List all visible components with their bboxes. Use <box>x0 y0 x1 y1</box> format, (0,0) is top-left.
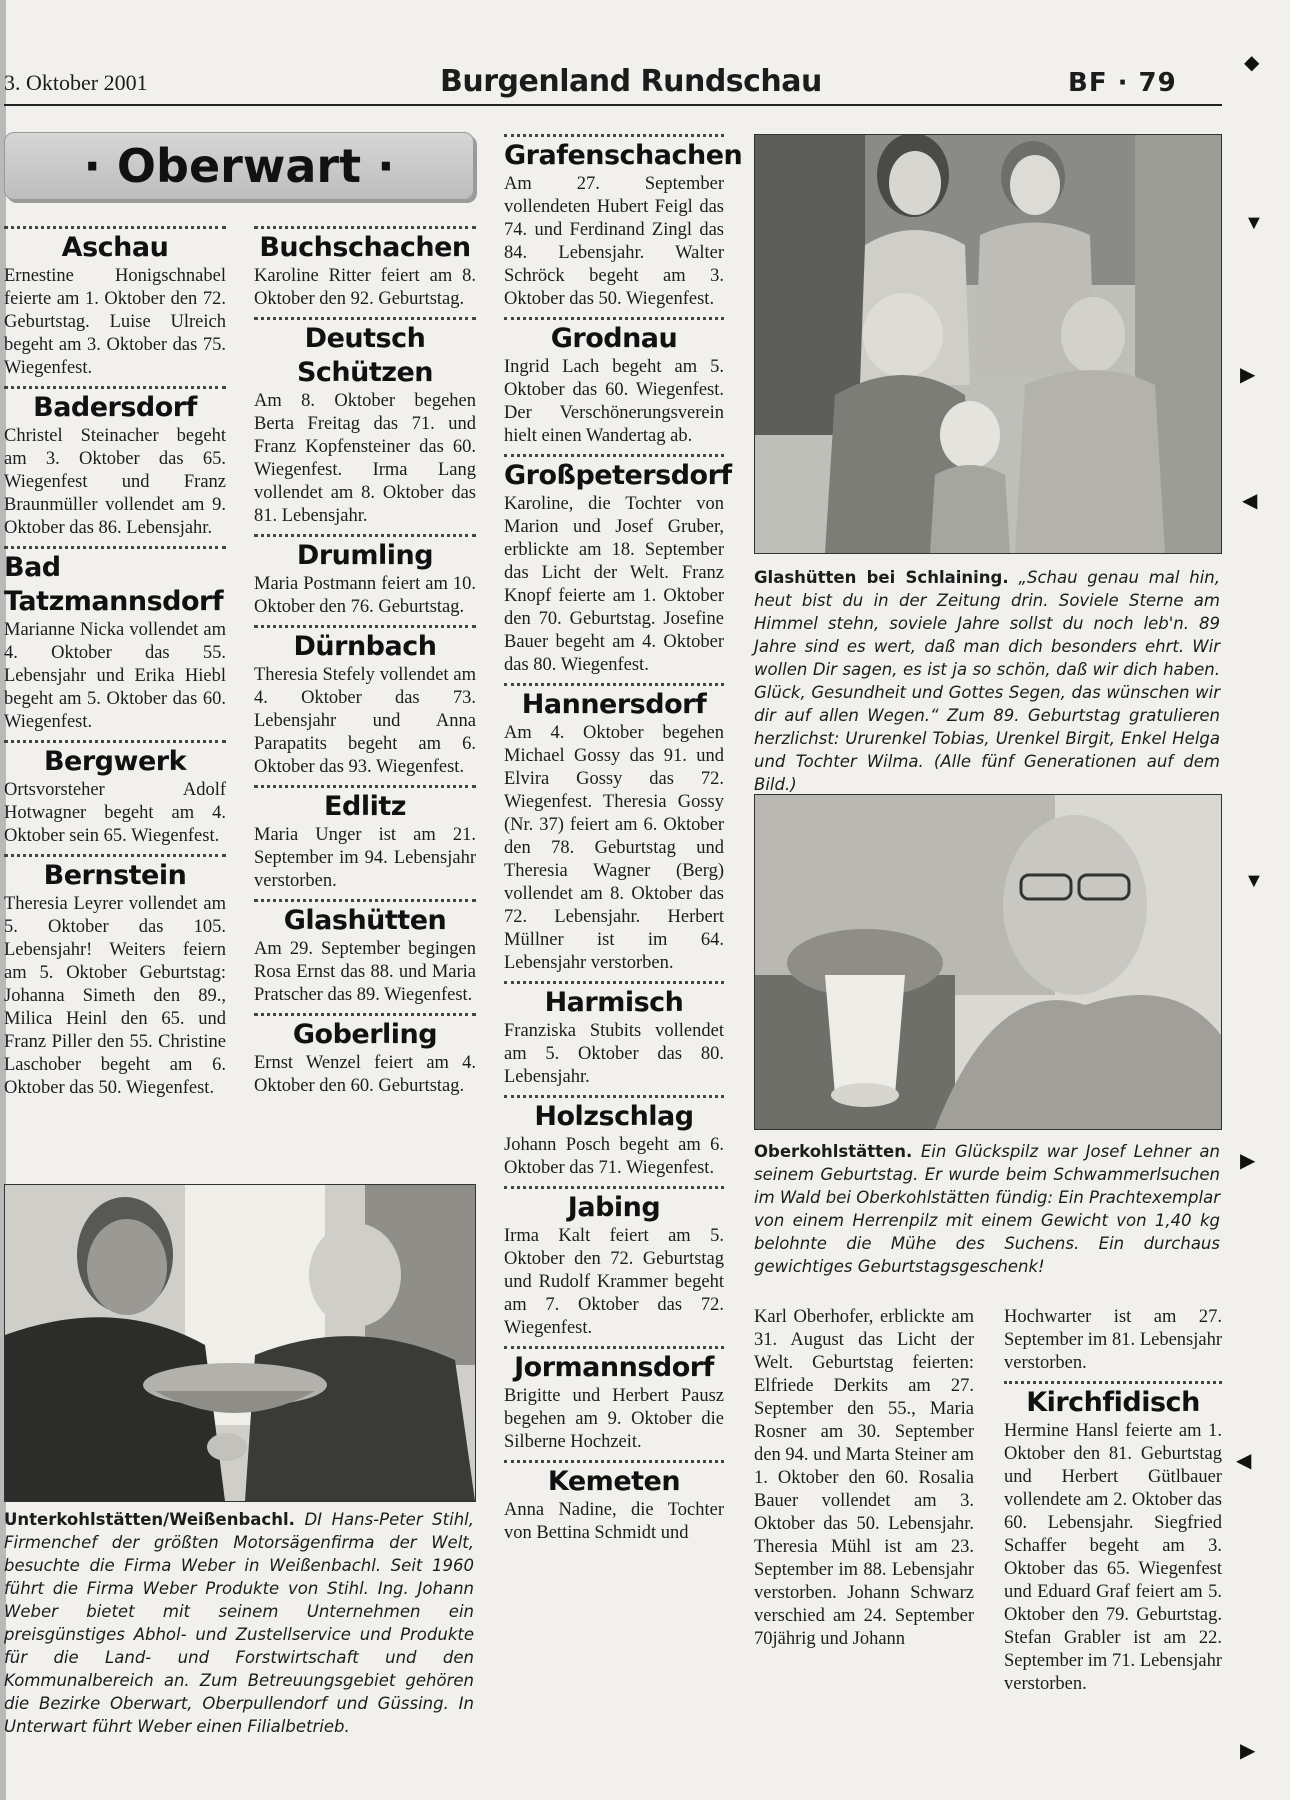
scan-mark-icon: ▶ <box>1240 1740 1256 1762</box>
article-text: Hochwarter ist am 27. September im 81. Lebensjahr verstorben. <box>1004 1307 1222 1373</box>
place-heading: Hannersdorf <box>521 689 707 720</box>
scan-mark-icon: ▶ <box>1240 364 1256 386</box>
place-heading: Aschau <box>61 232 169 263</box>
place-heading: Kirchfidisch <box>1026 1387 1200 1418</box>
divider <box>504 1460 724 1463</box>
place-heading: Glashütten <box>283 905 447 936</box>
article-text: Am 29. September begingen Rosa Ernst das 88. und Maria Pratscher das 89. Wiegenfest. <box>254 939 476 1005</box>
place-heading: Harmisch <box>544 987 684 1018</box>
scan-mark-icon: ▼ <box>1244 212 1264 234</box>
article-text: Franziska Stubits vollendet am 5. Oktober das 80. Lebensjahr. <box>504 1021 724 1087</box>
caption-text: DI Hans-Peter Stihl, Firmenchef der größten Motorsägenfirma der Welt, besuchte die Firma Weber in Weißenbachl. Seit 1960 führt die Firma Weber Produkte von Stihl. Ing. Johann Weber bietet mit seinem Unternehmen ein preisgünstiges Abhol- und Zustellservice und Produkte für die Land- und Forstwirtschaft und den Kommunalbereich an. Zum Betreuungsgebiet gehören die Bezirke Oberwart, Oberpullendorf und Güssing. In Unterwart führt Weber einen Filialbetrieb. <box>4 1510 474 1736</box>
article-text: Marianne Nicka vollendet am 4. Oktober das 55. Lebensjahr und Erika Hiebl begeht am 5. Oktober das 60. Wiegenfest. <box>4 620 226 732</box>
column-5 <box>1004 1306 1222 1696</box>
divider <box>254 317 476 320</box>
divider <box>4 740 226 743</box>
divider <box>254 785 476 788</box>
header-rule <box>4 104 1222 106</box>
place-heading: Drumling <box>296 540 434 571</box>
article-text: Christel Steinacher begeht am 3. Oktober das 65. Wiegenfest und Franz Braunmüller vollendet am 9. Oktober das 86. Lebensjahr. <box>4 426 226 538</box>
place-heading: Grafenschachen <box>504 140 743 171</box>
family-caption <box>754 566 1220 796</box>
article-text: Johann Posch begeht am 6. Oktober das 71. Wiegenfest. <box>504 1135 724 1178</box>
divider <box>1004 1381 1222 1384</box>
article-text: Karoline, die Tochter von Marion und Josef Gruber, erblickte am 18. September das Licht der Welt. Franz Knopf feierte am 1. Oktober den 70. Geburtstag. Josefine Bauer begeht am 4. Oktober das 80. Wiegenfest. <box>504 494 724 675</box>
divider <box>504 1186 724 1189</box>
article-text: Anna Nadine, die Tochter von Bettina Schmidt und <box>504 1500 724 1543</box>
section-title: · Oberwart · <box>83 139 395 193</box>
caption-text: „Schau genau mal hin, heut bist du in der Zeitung drin. Soviele Sterne am Himmel stehn, soviele Jahre sollst du noch leb'n. 89 Jahre sind es wert, daß man dich besonders ehrt. Wir wollen Dir sagen, es ist ja so schön, daß wir dich haben. Glück, Gesundheit und Gottes Segen, das wünschen wir dir auf allen Wegen.“ Zum 89. Geburtstag gratulieren herzlichst: Ururenkel Tobias, Urenkel Birgit, Enkel Helga und Tochter Wilma. (Alle fünf Generationen auf dem Bild.) <box>754 568 1221 794</box>
caption-text: Ein Glückspilz war Josef Lehner an seinem Geburtstag. Er wurde beim Schwammerlsuchen im Wald bei Oberkohlstätten fündig: Ein Prachtexemplar von einem Herrenpilz mit einem Gewicht von 1,40 kg belohnte die Mühe des Suchens. Ein durchaus gewichtiges Geburtstagsgeschenk! <box>754 1142 1220 1276</box>
handshake-photo-image <box>5 1185 475 1501</box>
article-text: Am 8. Oktober begehen Berta Freitag das 71. und Franz Kopfensteiner das 60. Wiegenfest. Irma Lang vollendet am 8. Oktober das 81. Lebensjahr. <box>254 391 476 526</box>
caption-location: Oberkohlstätten. <box>754 1142 913 1161</box>
handshake-caption <box>4 1508 474 1738</box>
mushroom-photo <box>754 794 1222 1130</box>
section-banner <box>4 132 474 200</box>
scan-mark-icon: ▼ <box>1244 870 1264 892</box>
place-heading: Goberling <box>292 1019 438 1050</box>
mushroom-photo-image <box>755 795 1221 1129</box>
column-3 <box>504 134 743 1545</box>
page-number: BF · 79 <box>1068 68 1177 98</box>
scan-mark-icon: ◀ <box>1236 1450 1252 1472</box>
issue-date: 3. Oktober 2001 <box>4 70 148 95</box>
divider <box>4 546 226 549</box>
article-text: Am 4. Oktober begehen Michael Gossy das 91. und Elvira Gossy das 72. Wiegenfest. Theresia Gossy (Nr. 37) feiert am 6. Oktober den 78. Geburtstag und Theresia Wagner (Berg) vollendet am 8. Oktober das 72. Lebensjahr. Herbert Müllner ist im 64. Lebensjahr verstorben. <box>504 723 724 973</box>
article-text: Brigitte und Herbert Pausz begehen am 9. Oktober die Silberne Hochzeit. <box>504 1386 724 1452</box>
divider <box>254 1013 476 1016</box>
article-text: Ernst Wenzel feiert am 4. Oktober den 60. Geburtstag. <box>254 1053 476 1096</box>
place-heading: Deutsch Schützen <box>296 323 434 388</box>
divider <box>4 386 226 389</box>
article-text: Theresia Stefely vollendet am 4. Oktober das 73. Lebensjahr und Anna Parapatits begeht am 6. Oktober das 93. Wiegenfest. <box>254 665 476 777</box>
newspaper-title: Burgenland Rundschau <box>440 64 822 99</box>
divider <box>504 317 724 320</box>
divider <box>504 134 724 137</box>
article-text: Karoline Ritter feiert am 8. Oktober den 92. Geburtstag. <box>254 266 476 309</box>
article-text: Irma Kalt feiert am 5. Oktober den 72. Geburtstag und Rudolf Krammer begeht am 7. Oktober das 72. Wiegenfest. <box>504 1226 724 1338</box>
family-photo <box>754 134 1222 554</box>
divider <box>504 1346 724 1349</box>
divider <box>254 625 476 628</box>
place-heading: Jabing <box>567 1192 661 1223</box>
article-text: Am 27. September vollendeten Hubert Feigl das 74. und Ferdinand Zingl das 84. Lebensjahr. Walter Schröck begeht am 3. Oktober das 50. Wiegenfest. <box>504 174 724 309</box>
article-text: Maria Postmann feiert am 10. Oktober den 76. Geburtstag. <box>254 574 476 617</box>
divider <box>504 683 724 686</box>
place-heading: Badersdorf <box>33 392 197 423</box>
scan-mark-icon: ◆ <box>1244 52 1260 74</box>
place-heading: Holzschlag <box>534 1101 694 1132</box>
divider <box>254 534 476 537</box>
article-text: Ortsvorsteher Adolf Hotwagner begeht am 4. Oktober sein 65. Wiegenfest. <box>4 780 226 846</box>
column-2 <box>254 226 476 1098</box>
mushroom-caption <box>754 1140 1220 1278</box>
divider <box>504 1095 724 1098</box>
caption-location: Glashütten bei Schlaining. <box>754 568 1009 587</box>
place-heading: Edlitz <box>324 791 406 822</box>
column-4 <box>754 1306 974 1651</box>
scan-mark-icon: ◀ <box>1242 490 1258 512</box>
place-heading: Großpetersdorf <box>504 460 732 491</box>
article-text: Ernestine Honigschnabel feierte am 1. Oktober den 72. Geburtstag. Luise Ulreich begeht am 3. Oktober das 75. Wiegenfest. <box>4 266 226 378</box>
article-text: Ingrid Lach begeht am 5. Oktober das 60. Wiegenfest. Der Verschönerungsverein hielt einen Wandertag ab. <box>504 357 724 446</box>
place-heading: Grodnau <box>550 323 678 354</box>
column-1 <box>4 226 226 1100</box>
article-text: Karl Oberhofer, erblickte am 31. August das Licht der Welt. Geburtstag feierten: Elfriede Derkits am 27. September den 55., Maria Rosner am 30. September den 94. und Marta Steiner am 1. Oktober den 60. Rosalia Bauer vollendet am 3. Oktober das 50. Lebensjahr. Theresia Mühl ist am 23. September im 88. Lebensjahr verstorben. Johann Schwarz verschied am 24. September 70jährig und Johann <box>754 1307 974 1649</box>
family-photo-image <box>755 135 1221 553</box>
place-heading: Buchschachen <box>259 232 471 263</box>
divider <box>504 981 724 984</box>
place-heading: Kemeten <box>547 1466 681 1497</box>
article-text: Theresia Leyrer vollendet am 5. Oktober das 105. Lebensjahr! Weiters feiern am 5. Oktober Geburtstag: Johanna Simeth den 89., Milica Heinl den 65. und Franz Piller den 55. Christine Laschober begeht am 6. Oktober das 50. Wiegenfest. <box>4 894 226 1098</box>
article-text: Hermine Hansl feierte am 1. Oktober den 81. Geburtstag und Herbert Gütlbauer vollendete am 2. Oktober das 60. Lebensjahr. Siegfried Schaffer begeht am 3. Oktober das 65. Wiegenfest und Eduard Graf feiert am 5. Oktober den 79. Geburtstag. Stefan Grabler ist am 22. September im 71. Lebensjahr verstorben. <box>1004 1421 1222 1694</box>
place-heading: Bernstein <box>43 860 187 891</box>
place-heading: Bad Tatzmannsdorf <box>4 552 224 617</box>
scan-mark-icon: ▶ <box>1240 1150 1256 1172</box>
divider <box>504 454 724 457</box>
place-heading: Dürnbach <box>293 631 437 662</box>
caption-location: Unterkohlstätten/Weißenbachl. <box>4 1510 295 1529</box>
divider <box>4 854 226 857</box>
place-heading: Bergwerk <box>43 746 187 777</box>
divider <box>4 226 226 229</box>
article-text: Maria Unger ist am 21. September im 94. Lebensjahr verstorben. <box>254 825 476 891</box>
place-heading: Jormannsdorf <box>514 1352 714 1383</box>
handshake-photo <box>4 1184 476 1502</box>
divider <box>254 226 476 229</box>
divider <box>254 899 476 902</box>
